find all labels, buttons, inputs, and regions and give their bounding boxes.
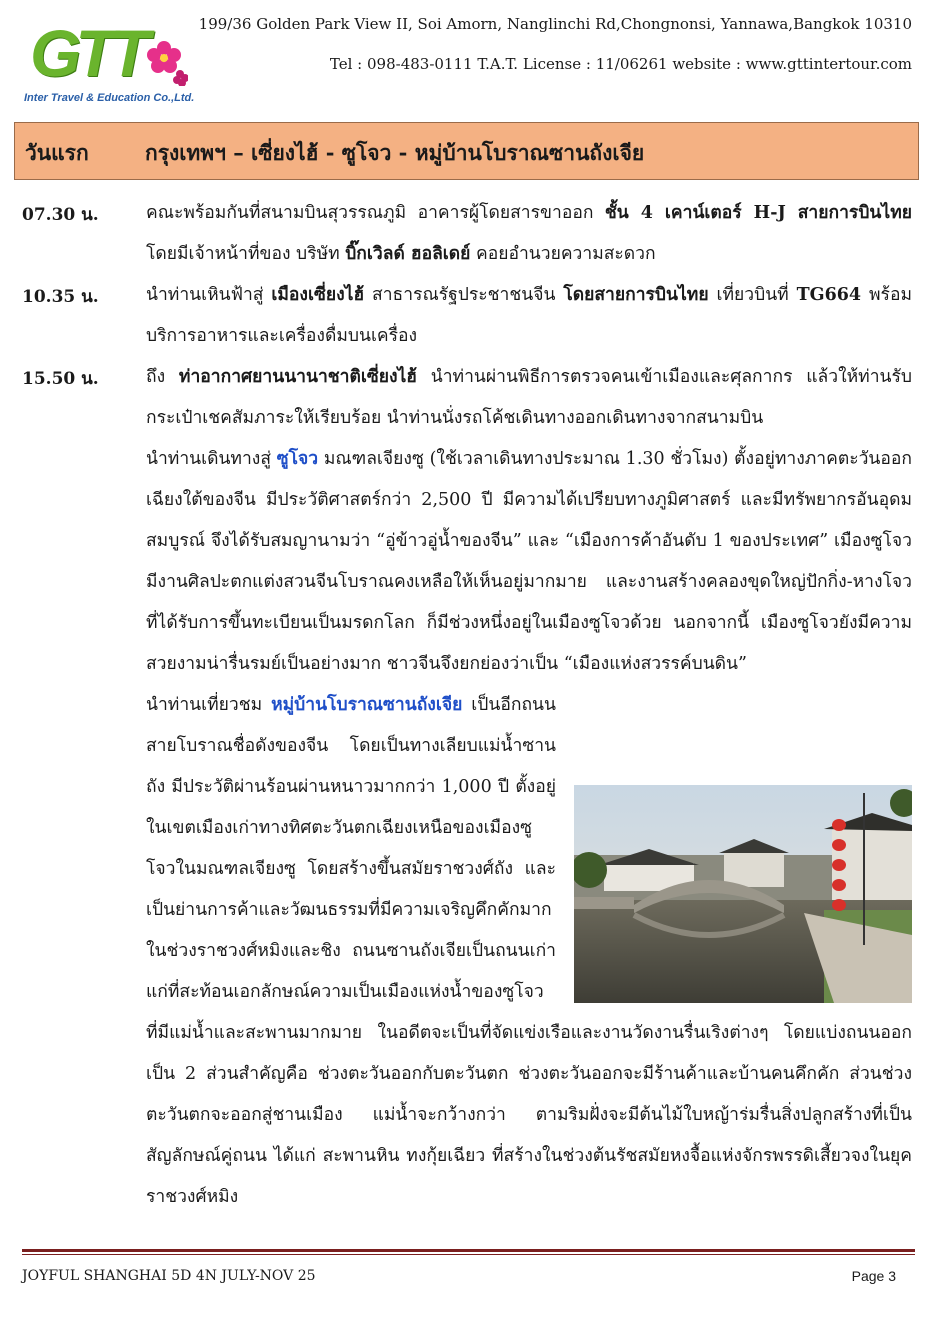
entry-time: 10.35 น. — [22, 287, 99, 307]
entry-paragraph: นำท่านเที่ยวชม หมู่บ้านโบราณซานถังเจีย เป็นอีกถนนสายโบราณชื่อดังของจีน โดยเป็นทางเลียบแม่น้ำซานถัง มีประวัติผ่านร้อนผ่านหนาวมากกว่า 1,000 ปี ตั้งอยู่ในเขตเมืองเก่าทางทิศตะวันตกเฉียงเหนือของเมืองซูโจวในมณฑลเจียงซู โดยสร้างขึ้นสมัยราชวงศ์ถัง และเป็นย่านการค้าและวัฒนธรรมที่มีความเจริญคึกคักมากในช่วงราชวงศ์หมิงและชิง ถนนซานถังเจียเป็นถนนเก่าแก่ที่สะท้อนเอกลักษณ์ความเป็นเมืองแห่งน้ำของซูโจว ที่มีแม่น้ำและสะพานมากมาย ในอดีตจะเป็นที่จัดแข่งเรือและงานวัดงานรื่นเริงต่างๆ โดยแบ่งถนนออกเป็น 2 ส่วนสำคัญคือ ช่วงตะวันออกกับตะวันตก ช่วงตะวันออกจะมีร้านค้าและบ้านคนคึกคัก ส่วนช่วงตะวันตกจะออกสู่ชานเมือง แม่น้ำจะกว้างกว่า ตามริมฝั่งจะมีต้นไม้ใบหญ้าร่มรื่นสิ่งปลูกสร้างที่เป็นสัญลักษณ์คู่ถนน ได้แก่ สะพานหิน ทงกุ้ยเฉียว ที่สร้างในช่วงต้นรัชสมัยหงจื้อแห่งจักรพรรดิเสี้ยวจงในยุคราชวงศ์หมิง — [146, 685, 912, 1218]
itinerary-entry — [22, 275, 912, 357]
entry-paragraph: ถึง ท่าอากาศยานนานาชาติเซี่ยงไฮ้ นำท่านผ่านพิธีการตรวจคนเข้าเมืองและศุลกากร แล้วให้ท่านรับกระเป๋าเชคสัมภาระให้เรียบร้อย นำท่านนั่งรถโค้ชเดินทางออกเดินทางจากสนามบิน — [146, 367, 912, 428]
company-contact: Tel : 098-483-0111 T.A.T. License : 11/06261 website : www.gttintertour.com — [329, 55, 912, 73]
entry-text: คณะพร้อมกันที่สนามบินสุวรรณภูมิ อาคารผู้โดยสารขาออก ชั้น 4 เคาน์เตอร์ H-J สายการบินไทย โดยมีเจ้าหน้าที่ของ บริษัท บิ๊กเวิลด์ ฮอลิเดย์ คอยอำนวยความสะดวก — [146, 203, 912, 264]
day-heading-bar — [14, 122, 919, 180]
entry-paragraph: นำท่านเดินทางสู่ ซูโจว มณฑลเจียงซู (ใช้เวลาเดินทางประมาณ 1.30 ชั่วโมง) ตั้งอยู่ทางภาคตะวันออกเฉียงใต้ของจีน มีประวัติศาสตร์กว่า 2,500 ปี มีความได้เปรียบทางภูมิศาสตร์ และมีทรัพยากรอันอุดมสมบูรณ์ จึงได้รับสมญานามว่า “อู่ข้าวอู่น้ำของจีน” และ “เมืองการค้าอันดับ 1 ของประเทศ” เมืองซูโจวมีงานศิลปะตกแต่งสวนจีนโบราณคงเหลือให้เห็นอยู่มากมาย และงานสร้างคลองขุดใหญ่ปักกิ่ง-หางโจว ที่ได้รับการขึ้นทะเบียนเป็นมรดกโลก ก็มีช่วงหนึ่งอยู่ในเมืองซูโจวด้วย นอกจากนี้ เมืองซูโจวยังมีความสวยงามน่ารื่นรมย์เป็นอย่างมาก ชาวจีนจึงยกย่องว่าเป็น “เมืองแห่งสวรรค์บนดิน” — [146, 449, 913, 674]
entry-text: นำท่านเหินฟ้าสู่ เมืองเซี่ยงไฮ้ สาธารณรัฐประชาชนจีน โดยสายการบินไทย เที่ยวบินที่ TG664 พร้อมบริการอาหารและเครื่องดื่มบนเครื่อง — [146, 285, 912, 346]
day-label: วันแรก — [25, 140, 89, 165]
day-title: กรุงเทพฯ – เซี่ยงไฮ้ - ซูโจว - หมู่บ้านโบราณซานถังเจีย — [145, 140, 645, 165]
logo-letters: GTT — [30, 16, 144, 90]
company-address: 199/36 Golden Park View II, Soi Amorn, Nanglinchi Rd,Chongnonsi, Yannawa,Bangkok 10310 — [198, 15, 912, 33]
flower-icon — [140, 36, 188, 86]
footer-rule-thin — [22, 1254, 915, 1255]
itinerary-entry — [22, 357, 912, 1218]
footer-rule — [22, 1249, 915, 1252]
logo-subtitle: Inter Travel & Education Co.,Ltd. — [24, 92, 195, 104]
page-number: Page 3 — [851, 1268, 896, 1284]
entry-time: 15.50 น. — [22, 369, 99, 389]
itinerary-entry — [22, 193, 912, 275]
footer-tour-name: JOYFUL SHANGHAI 5D 4N JULY-NOV 25 — [22, 1268, 316, 1284]
canal-bridge-photo — [574, 785, 912, 1003]
company-logo — [22, 16, 195, 110]
entry-time: 07.30 น. — [22, 205, 99, 225]
